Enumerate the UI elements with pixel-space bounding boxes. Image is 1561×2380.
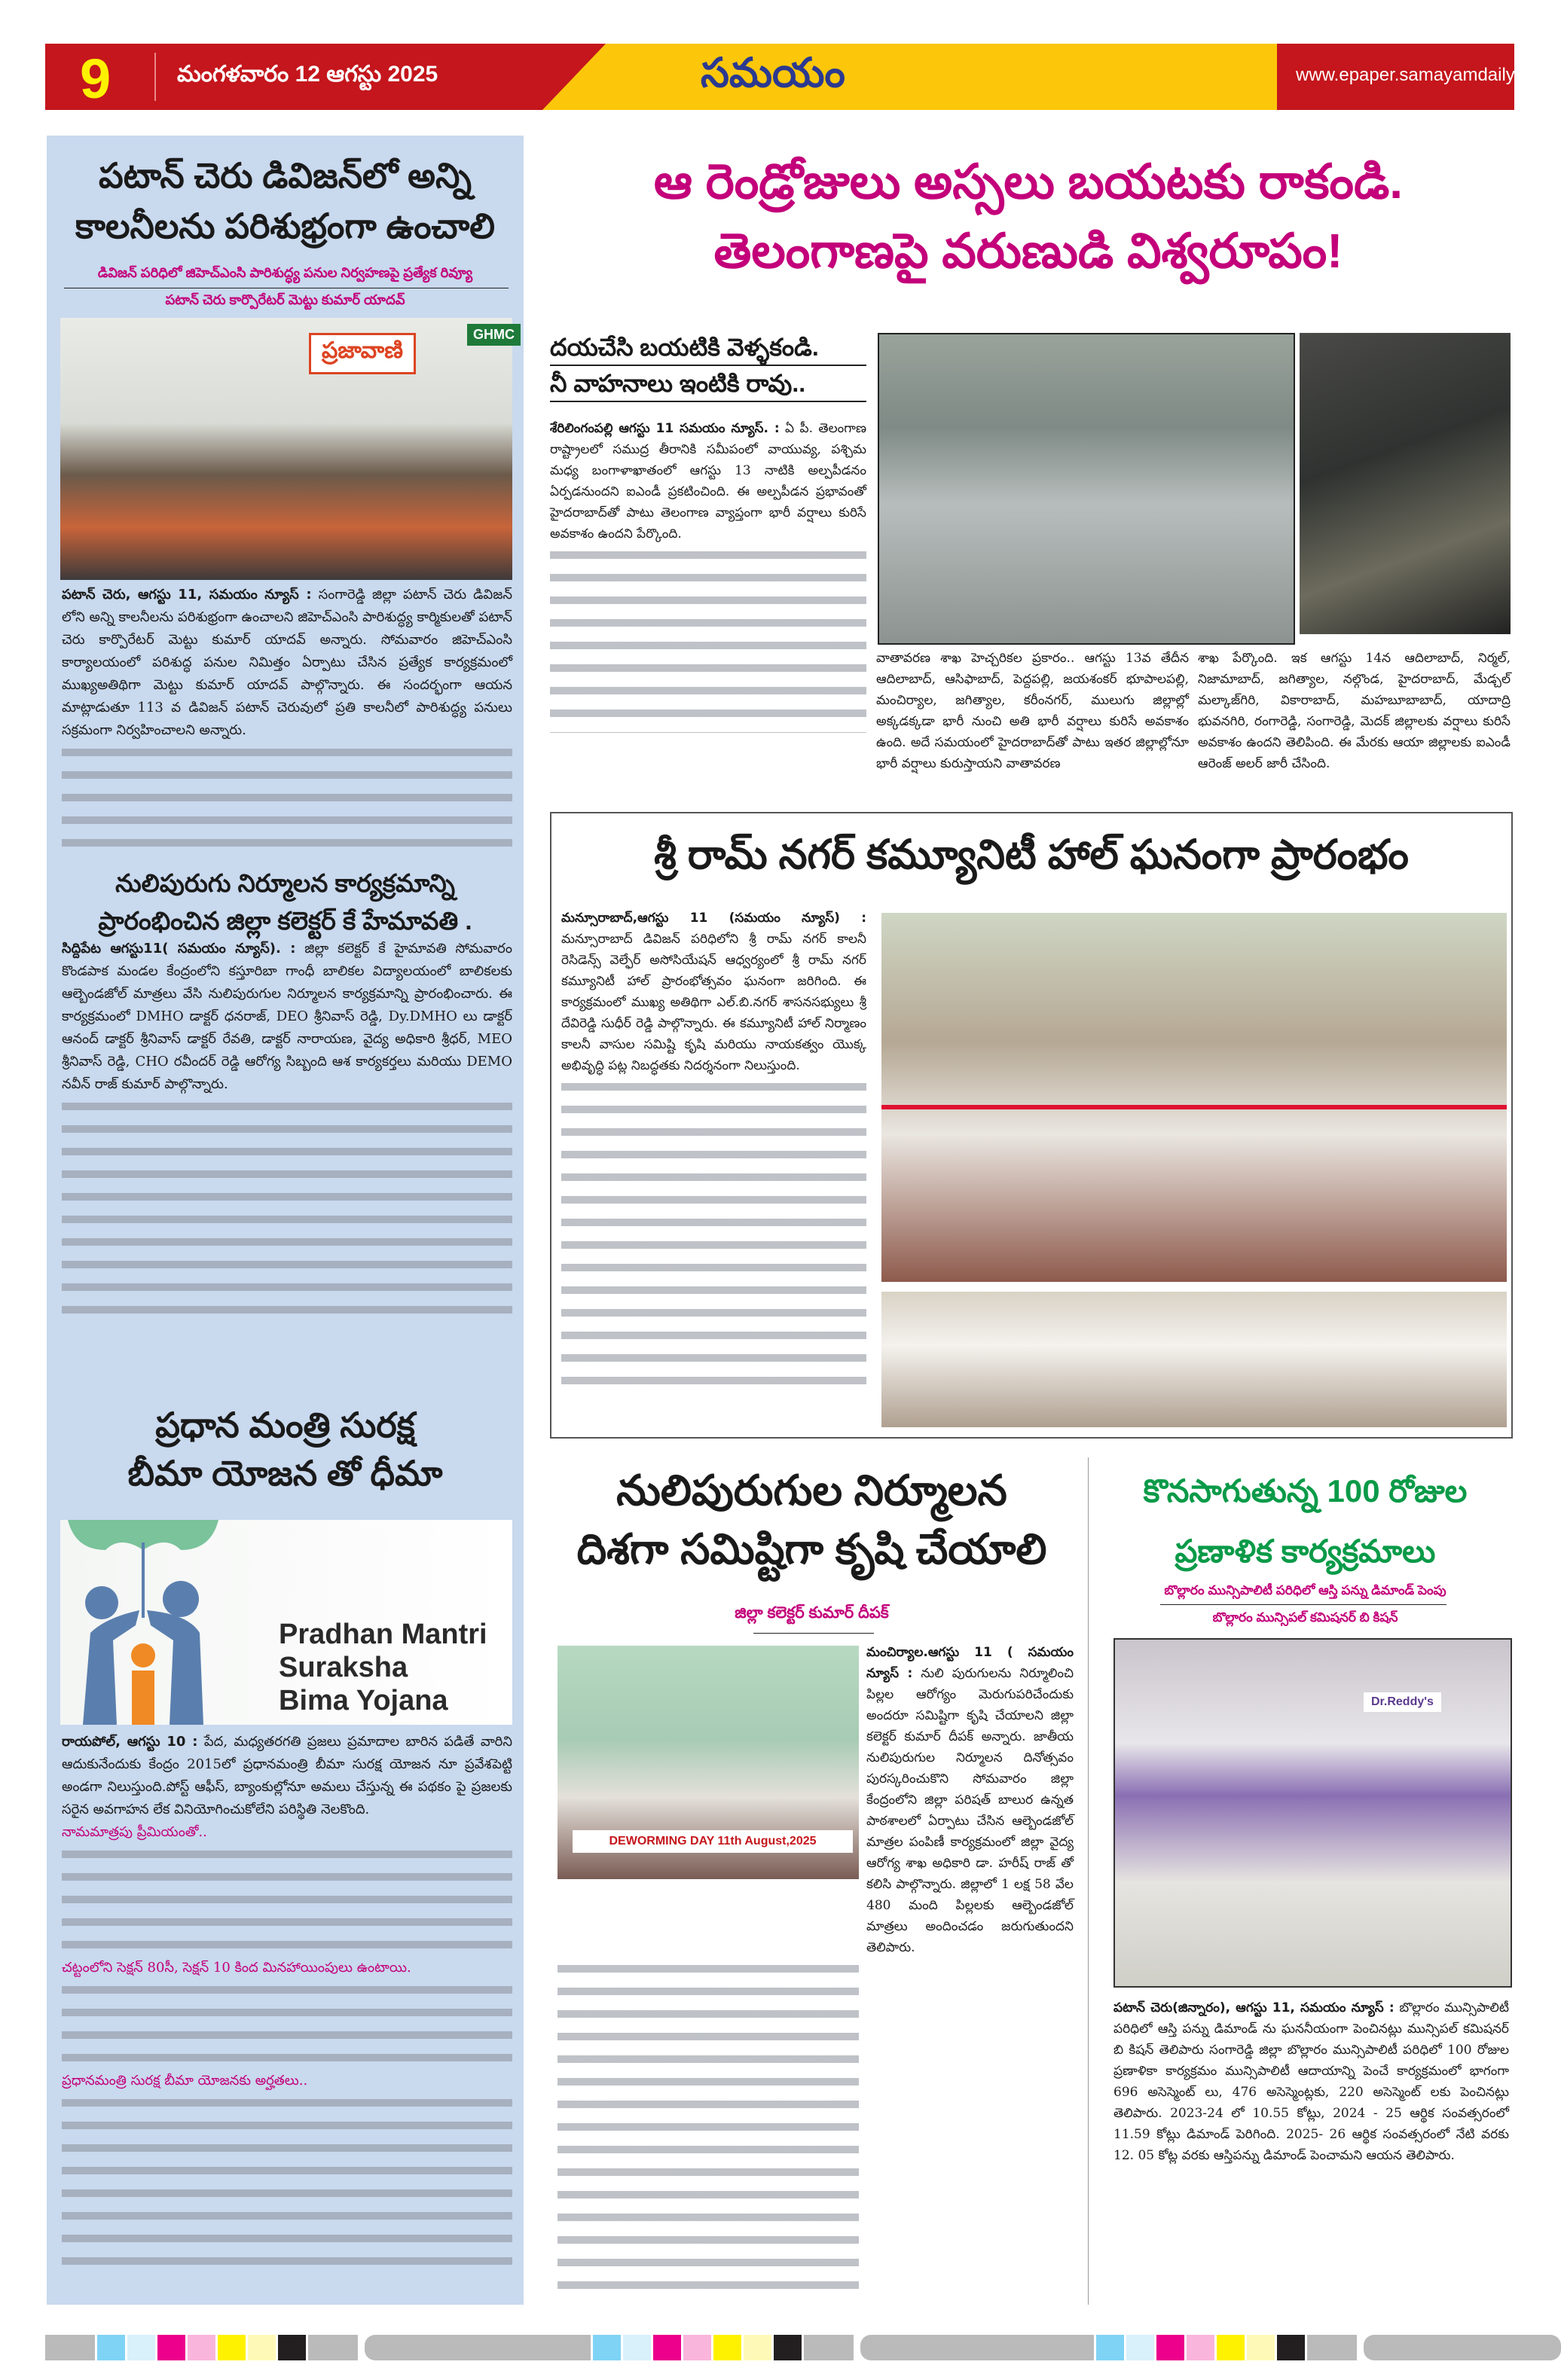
color-swatch: [1277, 2335, 1305, 2360]
page-header: [45, 44, 1544, 110]
column-divider: [1088, 1457, 1089, 2305]
patancheru-subhead-2: పటాన్ చెరు కార్పొరేటర్ మెట్టు కుమార్ యాదవ్: [165, 292, 405, 307]
header-yellow-band: [542, 44, 1277, 110]
color-swatch: [1156, 2335, 1184, 2360]
dr-reddys-sign: Dr.Reddy's: [1364, 1692, 1441, 1712]
color-swatch: [1044, 2335, 1094, 2360]
headline-line: బీమా యోజన తో ధీమా: [127, 1454, 443, 1494]
color-swatch: [157, 2335, 185, 2360]
headline-line: నులిపురుగుల నిర్మూలన: [616, 1466, 1007, 1514]
weather-article-col2: వాతావరణ శాఖ హెచ్చరికల ప్రకారం.. ఆగస్టు 13వ తేదీన ఆదిలాబాద్, ఆసిఫాబాద్, పెద్దపల్లి, జయశంకర్ భూపాలపల్లి, మంచిర్యాల, జగిత్యాల, కరీంనగర్, ములుగు జిల్లాల్లో అక్కడక్కడా భారీ నుంచి అతి భారీ వర్షాలు కురిసే అవకాశం ఉంది. అదే సమయంలో హైదరాబాద్‌తో పాటు ఇతర జిల్లాల్లోనూ భారీ వర్షాలు కురుస్తాయని వాతావరణ: [876, 651, 1189, 771]
color-swatch: [218, 2335, 246, 2360]
ribbon: [881, 1105, 1507, 1109]
divider: [753, 1633, 874, 1634]
logo-text-line: Pradhan Mantri: [279, 1619, 487, 1650]
headline-line: నులిపురుగు నిర్మూలన కార్యక్రమాన్ని: [115, 869, 455, 897]
dateline: శేరిలింగంపల్లి ఆగస్టు 11 సమయం న్యూస్. :: [550, 421, 780, 436]
color-swatch: [713, 2335, 741, 2360]
text-continuation: [550, 545, 866, 733]
headline-line: నీ వాహనాలు ఇంటికి రావు..: [550, 370, 806, 397]
color-swatch: [541, 2335, 591, 2360]
headline-line: పటాన్ చెరు డివిజన్‌లో అన్ని: [99, 156, 472, 195]
siddipet-deworming-headline: [53, 865, 518, 939]
praja-vani-banner: ప్రజావాణి: [309, 333, 416, 374]
dateline: మంచిర్యాల.ఆగస్టు 11 ( సమయం న్యూస్ :: [866, 1645, 1074, 1681]
flooded-flyover-photo: [1300, 333, 1511, 634]
divider: [1160, 1604, 1446, 1605]
municipal-office-photo: [1113, 1638, 1512, 1988]
text-continuation: [62, 1844, 512, 1957]
deworming-photo: [558, 1646, 859, 1879]
text-continuation: [62, 1096, 512, 1314]
gray-pill-bar: [1364, 2335, 1561, 2360]
hundred-days-subhead-2: బొల్లారం మున్సిపల్ కమిషనర్ బి కిషన్: [1212, 1610, 1398, 1625]
color-swatch: [278, 2335, 306, 2360]
weather-article-body: [550, 418, 866, 783]
weather-headline: [550, 330, 866, 402]
color-swatch: [127, 2335, 155, 2360]
headline-line: ప్రణాళిక కార్యక్రమాలు: [1175, 1533, 1436, 1569]
sriram-headline: శ్రీ రామ్ నగర్ కమ్యూనిటీ హాల్ ఘనంగా ప్రారంభం: [654, 832, 1409, 877]
article-text: జిల్లా కలెక్టర్ కే హైమావతి సోమవారం కొండపాక మండల కేంద్రంలోని కస్తూరిబా గాంధీ బాలికల విద్యాలయంలో బాలికలకు ఆల్బెండజోల్ మాత్రలు వేసి నులిపురుగుల నిర్మూలన కార్యక్రమాన్ని ప్రారంభించారు. ఈ కార్యక్రమంలో DMHO డాక్టర్ ధనరాజ్, DEO శ్రీనివాస్ రెడ్డి, Dy.DMHO లు డాక్టర్ ఆనంద్ డాక్టర్ శ్రీనివాస్ డాక్టర్ రేవతి, డాక్టర్ నారాయణ, వైద్య అధికారి శ్రీధర్, MEO శ్రీనివాస్ రెడ్డి, CHO రవీందర్ రెడ్డి ఆరోగ్య సిబ్బంది ఆశ కార్యకర్తలు మరియు DEMO నవీన్ రాజ్ కుమార్ పాల్గొన్నారు.: [62, 941, 512, 1092]
dateline: మన్సూరాబాద్,ఆగస్టు 11 (సమయం న్యూస్) :: [561, 911, 866, 926]
siddipet-article-body: [62, 938, 512, 1378]
dateline: సిద్దిపేట ఆగస్టు11( సమయం న్యూస్). :: [62, 941, 296, 957]
patancheru-headline: [53, 151, 518, 251]
text-continuation: [558, 1958, 859, 2297]
color-swatch: [1096, 2335, 1124, 2360]
text-continuation: [62, 2092, 512, 2273]
article-text: సంగారెడ్డి జిల్లా పటాన్ చెరు డివిజన్ లోని అన్ని కాలనీలను పరిశుభ్రంగా ఉంచాలని జిహెచ్ఎంసి పారిశుద్ధ్య కార్మికులతో పటాన్ చెరు కార్పొరేటర్ మెట్టు కుమార్ యాదవ్ అన్నారు. సోమవారం జిహెచ్ఎంసి కార్యాలయంలో పరిశుద్ధ పనుల నిమిత్తం ఏర్పాటు చేసిన ప్రత్యేక కార్యక్రమంలో ముఖ్యఅతిథిగా మెట్టు కుమార్ యాదవ్ పాల్గొన్నారు. ఈ సందర్భంగా ఆయన మాట్లాడుతూ 113 వ డివిజన్ పటాన్ చెరువులో ప్రతి కాలనీలో పారిశుద్ధ్య పనులు సక్రమంగా నిర్వహించాలని అన్నారు.: [62, 587, 512, 738]
article-text: పేద, మధ్యతరగతి ప్రజలు ప్రమాదాల బారిన పడితే వారిని ఆదుకునేందుకు కేంద్రం 2015లో ప్రధానమంత్రి బీమా సురక్ష యోజన నూ ప్రవేశపెట్టి అండగా నిలుస్తుంది.పోస్ట్ ఆఫీస్, బ్యాంకుల్లోనూ అమలు చేస్తున్న ఈ పథకం పై ప్రజలకు సరైన అవగాహన లేక వినియోగించుకోలేని పరిస్థితి నెలకొంది.: [62, 1734, 512, 1817]
pmsby-logo-text: [279, 1618, 487, 1717]
article-text: ఏ పీ. తెలంగాణ రాష్ట్రాలలో సముద్ర తీరానికి సమీపంలో వాయువ్య, పశ్చిమ మధ్య బంగాళాఖాతంలో ఆగస్టు 13 నాటికి అల్పపీడనం ఏర్పడనుందని ఐఎండీ ప్రకటించింది. ఈ అల్పపీడన ప్రభావంతో హైదరాబాద్‌తో పాటు తెలంగాణ వ్యాప్తంగా భారీ వర్షాలు కురిసే అవకాశం ఉందని పేర్కొంది.: [550, 421, 866, 542]
color-swatch: [804, 2335, 854, 2360]
color-swatch: [45, 2335, 95, 2360]
headline-line: దయచేసి బయటికి వెళ్ళకండి.: [550, 334, 819, 361]
color-swatch: [188, 2335, 215, 2360]
deworming-banner: DEWORMING DAY 11th August,2025: [573, 1830, 853, 1853]
color-swatch: [308, 2335, 358, 2360]
masthead-logo: సమయం: [701, 50, 845, 96]
headline-line: ఆ రెండ్రోజులు అస్సలు బయటకు రాకండి.: [653, 154, 1404, 209]
subsection-heading: నామమాత్రపు ప్రీమియంతో..: [62, 1824, 207, 1840]
pmsby-logo-image: [60, 1520, 512, 1725]
hundred-days-article-body: [1113, 1997, 1509, 2299]
color-swatch: [774, 2335, 802, 2360]
logo-text-line: Suraksha: [279, 1652, 408, 1683]
family-umbrella-icon: [60, 1520, 234, 1725]
lead-headline: [542, 147, 1514, 285]
color-swatch: [1187, 2335, 1214, 2360]
patancheru-article-body: [62, 584, 512, 855]
divider: [154, 53, 156, 101]
color-swatch: [683, 2335, 711, 2360]
logo-text-line: Bima Yojana: [279, 1685, 448, 1716]
mancherial-subhead: జిల్లా కలెక్టర్ కుమార్ దీపక్: [735, 1604, 889, 1622]
color-swatch: [248, 2335, 276, 2360]
ghmc-logo: GHMC: [467, 324, 521, 346]
subsection-heading: చట్టంలోని సెక్షన్ 80సీ, సెక్షన్ 10 కింద మినహాయింపులు ఉంటాయి.: [62, 1960, 411, 1976]
article-text: నులి పురుగులను నిర్మూలించి పిల్లల ఆరోగ్యం మెరుగుపరిచేందుకు అందరూ సమిష్టిగా కృషి చేయాలని జిల్లా కలెక్టర్ కుమార్ దీపక్ అన్నారు. జాతీయ నులిపురుగుల నిర్మూలన దినోత్సవం పురస్కరించుకొని సోమవారం జిల్లా కేంద్రంలోని జిల్లా పరిషత్ బాలుర ఉన్నత పాఠశాలలో ఏర్పాటు చేసిన ఆల్బెండజోల్ మాత్రల పంపిణీ కార్యక్రమంలో జిల్లా వైద్య ఆరోగ్య శాఖ అధికారి డా. హరీష్ రాజ్ తో కలిసి పాల్గొన్నారు. జిల్లాలో 1 లక్ష 58 వేల 480 మంది పిల్లలకు ఆల్బెండజోల్ మాత్రలు అందించడం జరుగుతుందని తెలిపారు.: [866, 1666, 1074, 1955]
gray-pill-bar: [365, 2335, 562, 2360]
dateline: రాయపోల్, ఆగస్టు 10 :: [62, 1734, 198, 1750]
dateline: పటాన్ చెరు, ఆగస్టు 11, సమయం న్యూస్ :: [62, 587, 312, 603]
color-swatch: [97, 2335, 125, 2360]
meeting-photo: [60, 318, 515, 580]
color-swatch: [744, 2335, 771, 2360]
mancherial-article-body: [866, 1642, 1074, 2297]
headline-line: ప్రారంభించిన జిల్లా కలెక్టర్ కే హేమావతి .: [98, 906, 472, 935]
headline-line: ప్రధాన మంత్రి సురక్ష: [155, 1405, 415, 1445]
headline-line: దిశగా సమిష్టిగా కృషి చేయాలి: [576, 1525, 1047, 1573]
page-number: 9: [80, 47, 112, 110]
mancherial-deworming-headline: [546, 1461, 1077, 1579]
color-swatch: [1126, 2335, 1154, 2360]
weather-article-col3: శాఖ పేర్కొంది. ఇక ఆగస్టు 14న ఆదిలాబాద్, నిర్మల్, నిజామాబాద్, జగిత్యాల, నల్గొండ, హైదరాబాద్, మేడ్చల్ మల్కాజ్‌గిరి, వికారాబాద్, మహబూబాబాద్, యాదాద్రి భువనగిరి, రంగారెడ్డి, సంగారెడ్డి, మెదక్ జిల్లాలకు వర్షాలు కురిసే అవకాశం ఉందని తెలిపింది. ఈ మేరకు ఆయా జిల్లాలకు ఐఎండీ ఆరెంజ్ అలర్ జారీ చేసింది.: [1198, 651, 1511, 771]
gray-pill-bar: [860, 2335, 1058, 2360]
text-continuation: [561, 1076, 866, 1393]
text-continuation: [62, 742, 512, 855]
issue-date: మంగళవారం 12 ఆగస్టు 2025: [177, 62, 438, 87]
color-swatch: [623, 2335, 651, 2360]
gathering-photo: [881, 1292, 1507, 1427]
headline-line: కాలనీలను పరిశుభ్రంగా ఉంచాలి: [75, 206, 496, 246]
website-link[interactable]: www.epaper.samayamdaily.net: [1296, 65, 1544, 85]
color-swatch: [1307, 2335, 1357, 2360]
article-text: మన్సూరాబాద్ డివిజన్ పరిధిలోని శ్రీ రామ్ నగర్ కాలనీ రెసిడెన్స్ వెల్ఫేర్ అసోసియేషన్ ఆధ్వర్యంలో శ్రీ రామ్ నగర్ కమ్యూనిటీ హాల్ ప్రారంభోత్సవం ఘనంగా జరిగింది. ఈ కార్యక్రమంలో ముఖ్య అతిథిగా ఎల్.బి.నగర్ శాసనసభ్యులు శ్రీ దేవిరెడ్డి సుధీర్ రెడ్డి పాల్గొన్నారు. ఈ కమ్యూనిటీ హాల్ నిర్మాణం కాలనీ వాసుల సమిష్టి కృషి మరియు నాయకత్వం యొక్క అభివృద్ధి పట్ల నిబద్ధతకు నిదర్శనంగా నిలుస్తుంది.: [561, 932, 866, 1073]
patancheru-subhead-1: డివిజన్ పరిధిలో జిహెచ్ఎంసి పారిశుద్ధ్య పనుల నిర్వహణపై ప్రత్యేక రివ్యూ: [97, 265, 473, 280]
pmsby-article-body: [62, 1731, 512, 2303]
text-continuation: [62, 1979, 512, 2070]
headline-line: తెలంగాణపై వరుణుడి విశ్వరూపం!: [713, 224, 1343, 278]
color-swatch: [1217, 2335, 1245, 2360]
dateline: పటాన్ చెరు(జిన్నారం), ఆగస్టు 11, సమయం న్యూస్ :: [1113, 2000, 1395, 2015]
color-swatch: [1247, 2335, 1275, 2360]
subsection-heading: ప్రధానమంత్రి సురక్ష బీమా యోజనకు అర్హతలు..: [62, 2073, 308, 2089]
sriram-article-body: [561, 908, 866, 1427]
hundred-days-subhead-1: బొల్లారం మున్సిపాలిటీ పరిధిలో ఆస్తి పన్ను డిమాండ్ పెంపు: [1164, 1583, 1446, 1597]
ribbon-cutting-photo: [881, 913, 1507, 1282]
color-swatch: [653, 2335, 681, 2360]
rainy-street-photo: [878, 333, 1295, 645]
divider: [550, 401, 866, 402]
article-text: బొల్లారం మున్సిపాలిటీ పరిధిలో ఆస్తి పన్ను డిమాండ్ ను ఘననీయంగా పెంచినట్లు మున్సిపల్ కమిషనర్ బి కిషన్ తెలిపారు సంగారెడ్డి జిల్లా బొల్లారం మున్సిపాలిటీ పరిధిలో 100 రోజుల ప్రణాళికా కార్యక్రమం మున్సిపాలిటీ ఆదాయాన్ని పెంచే కార్యక్రమంలో భాగంగా 696 అసెస్మెంట్ లు, 476 అసెస్మెంట్లకు, 220 అసెస్మెంట్ లకు పెంచినట్లు తెలిపారు. 2023-24 లో 10.55 కోట్లు, 2024 - 25 ఆర్థిక సంవత్సరంలో 11.59 కోట్లు డిమాండ్ పెరిగింది. 2025- 26 ఆర్థిక సంవత్సరంలో నేటి వరకు 12. 05 కోట్ల వరకు ఆస్తిపన్ను డిమాండ్ పెంచామని ఆయన తెలిపారు.: [1113, 2000, 1509, 2163]
hundred-days-headline: [1096, 1461, 1514, 1582]
color-swatch: [593, 2335, 621, 2360]
pmsby-headline: [53, 1401, 518, 1498]
headline-line: కొనసాగుతున్న 100 రోజుల: [1143, 1473, 1468, 1509]
